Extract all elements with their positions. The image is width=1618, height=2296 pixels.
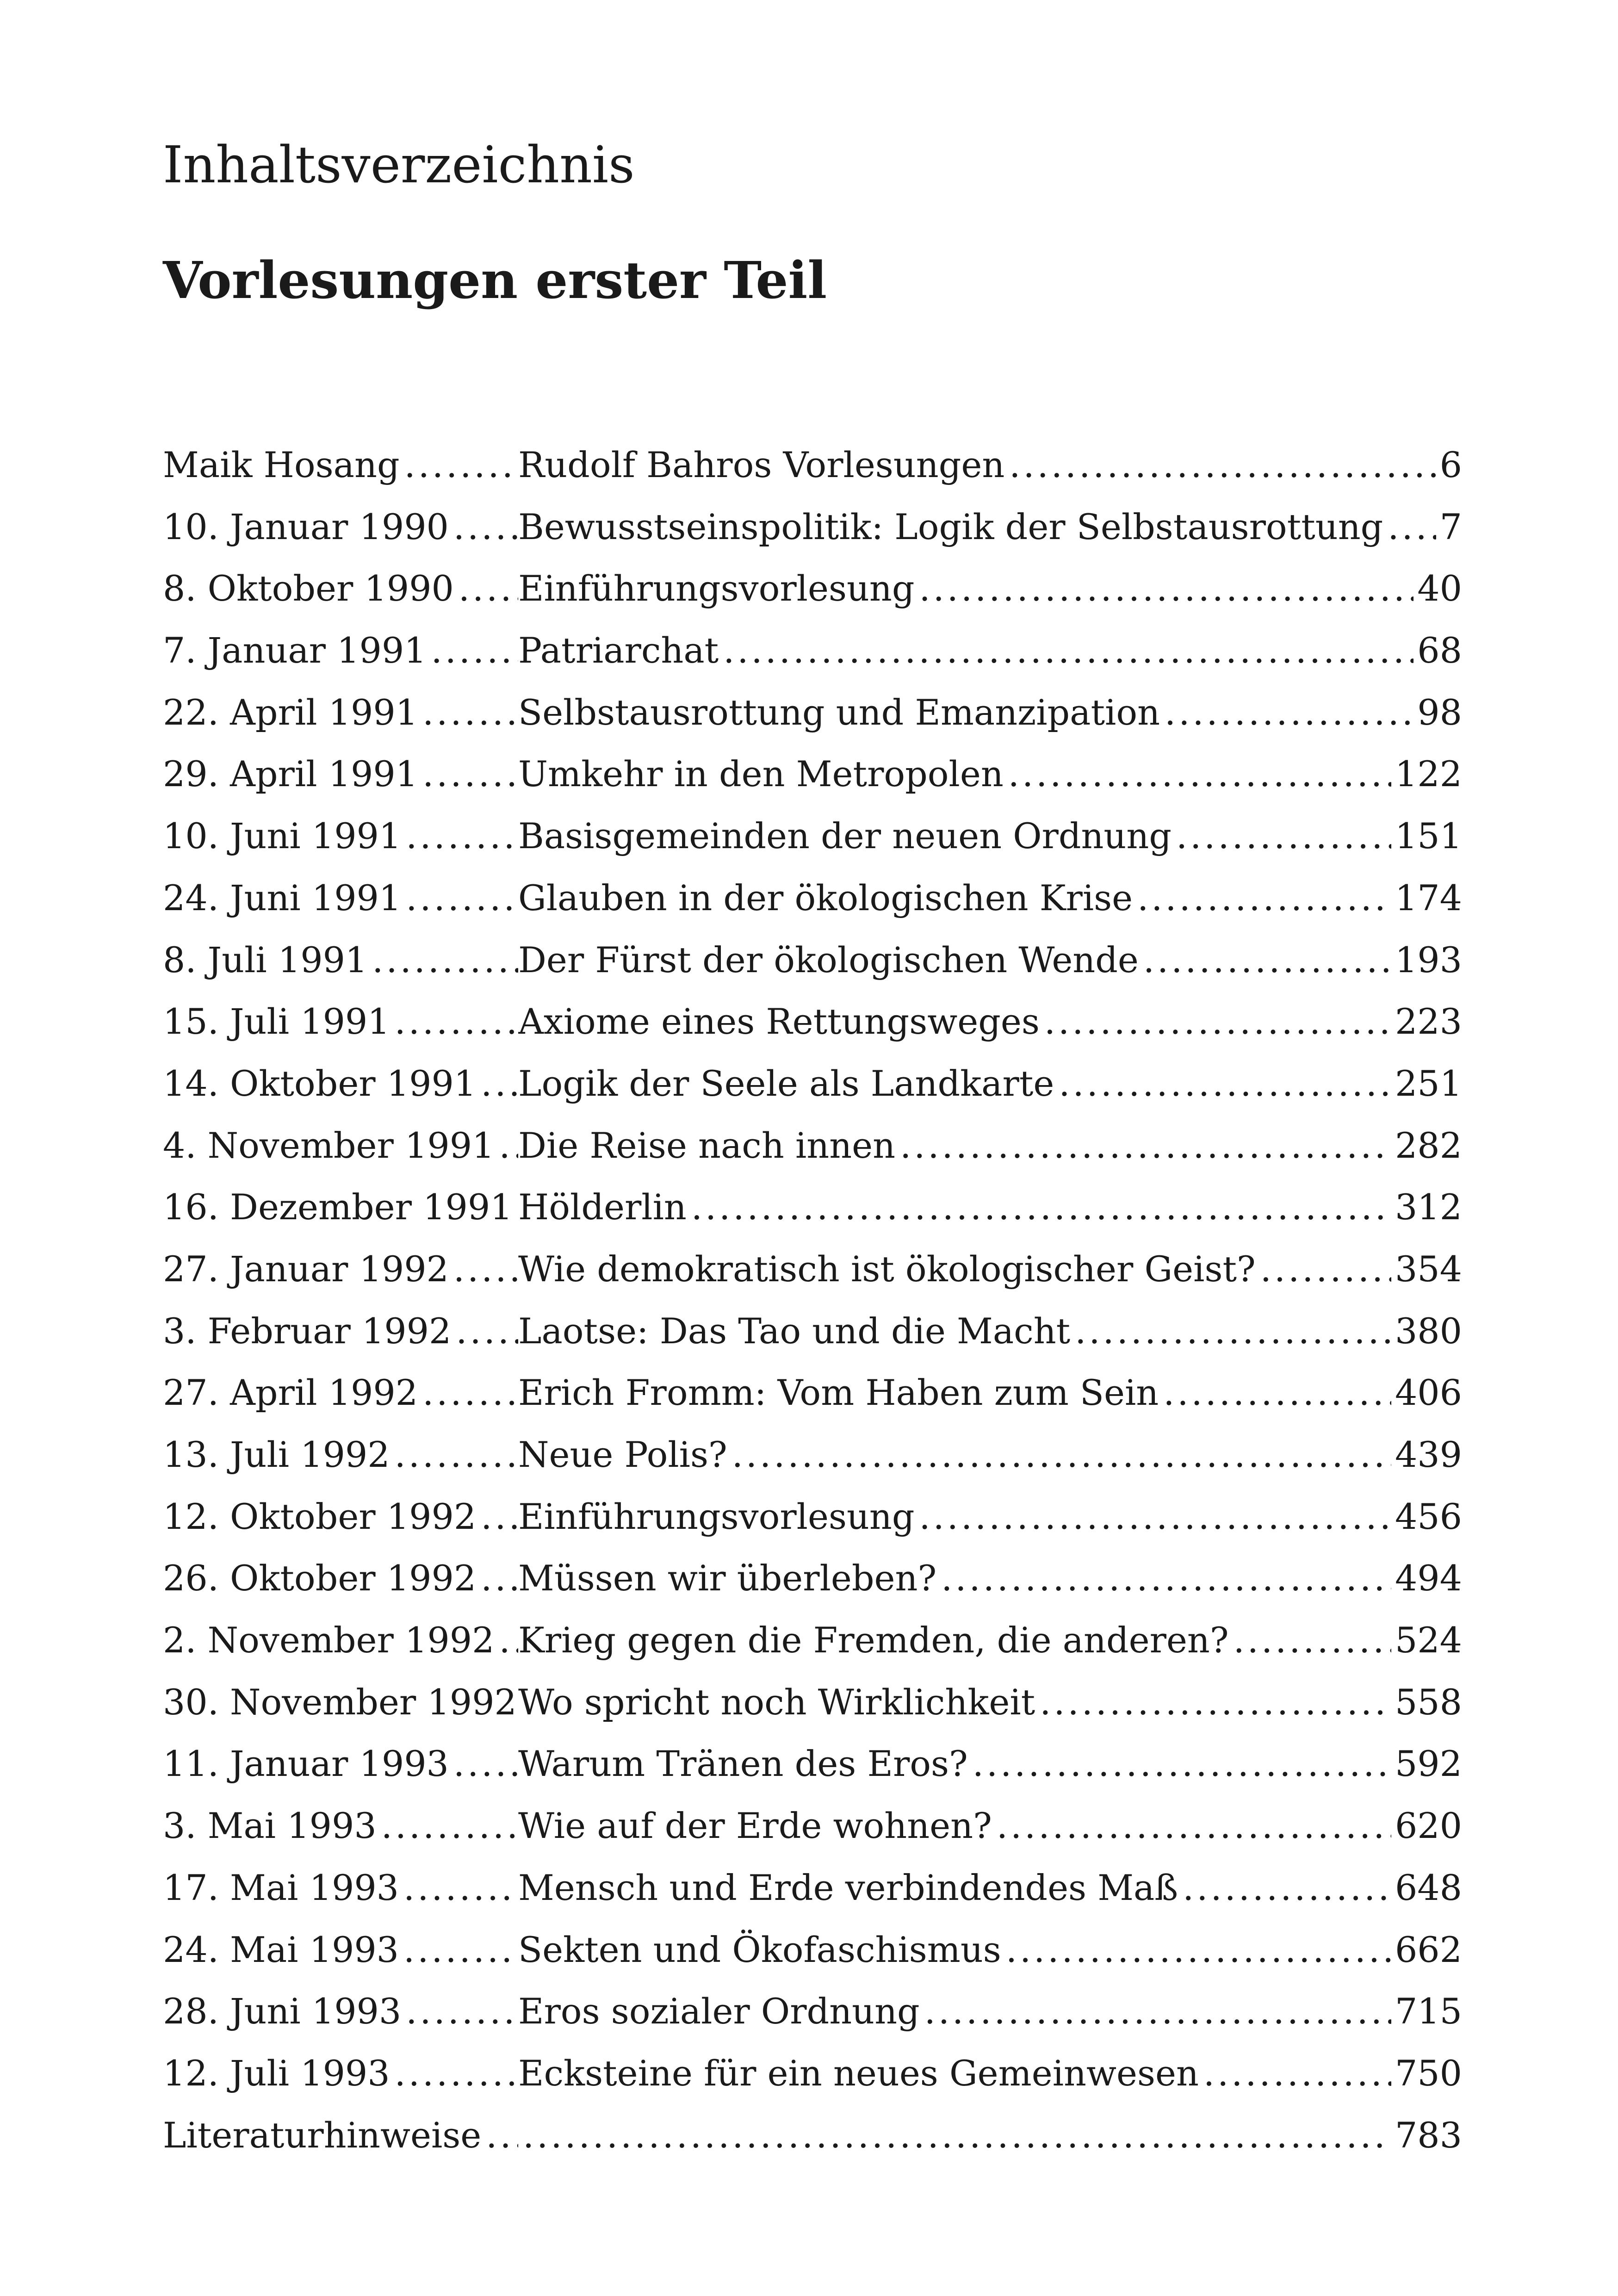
dot-leader: [390, 2053, 518, 2094]
dot-leader: [451, 1310, 518, 1352]
dot-leader: [427, 630, 518, 671]
toc-title: [518, 1805, 1391, 1846]
dot-leader: [936, 1558, 1391, 1599]
toc-entry: [163, 1063, 1462, 1125]
toc-page-number: 439: [1395, 1434, 1462, 1475]
toc-entry: [163, 1991, 1462, 2053]
toc-title-text: Krieg gegen die Fremden, die anderen?: [518, 1620, 1229, 1661]
toc-page-number: 715: [1395, 1991, 1462, 2032]
toc-title-text: Wie auf der Erde wohnen?: [518, 1805, 992, 1847]
toc-date-text: 28. Juni 1993: [163, 1991, 402, 2032]
toc-title-text: Müssen wir überleben?: [518, 1558, 937, 1599]
toc-date: [163, 1620, 518, 1661]
toc-entry: [163, 1929, 1462, 1991]
toc-entry: [163, 1372, 1462, 1434]
dot-leader: [1004, 444, 1436, 485]
toc-title: [518, 1186, 1391, 1228]
dot-leader: [401, 815, 518, 856]
toc-title: [518, 692, 1413, 733]
toc-date: [163, 1496, 518, 1537]
toc-date-text: 24. Mai 1993: [163, 1929, 399, 1970]
dot-leader: [377, 1805, 518, 1846]
toc-date: [163, 1434, 518, 1475]
dot-leader: [727, 1434, 1391, 1475]
toc-title: [518, 1248, 1391, 1290]
toc-entry: [163, 1867, 1462, 1929]
dot-leader: [418, 753, 518, 794]
dot-leader: [1004, 753, 1391, 794]
toc-page-number: 456: [1395, 1496, 1462, 1537]
toc-entry: [163, 1558, 1462, 1620]
toc-date-text: 3. Mai 1993: [163, 1805, 377, 1847]
dot-leader: [1159, 1372, 1391, 1413]
dot-leader: [1172, 815, 1391, 856]
toc-entry: [163, 1620, 1462, 1682]
toc-title: [518, 1929, 1391, 1970]
toc-title: [518, 939, 1391, 980]
toc-page-number: 620: [1395, 1805, 1462, 1847]
toc-title-text: Erich Fromm: Vom Haben zum Sein: [518, 1372, 1159, 1414]
toc-date-text: Literaturhinweise: [163, 2114, 482, 2156]
toc-title: [518, 1063, 1391, 1104]
dot-leader: [494, 1125, 518, 1166]
dot-leader: [476, 1558, 518, 1599]
toc-page-number: 251: [1395, 1062, 1462, 1104]
toc-page-number: 312: [1395, 1186, 1462, 1228]
toc-date-text: 3. Februar 1992: [163, 1310, 452, 1352]
dot-leader: [1160, 692, 1413, 733]
toc-title: [518, 568, 1413, 609]
toc-page-number: 122: [1395, 753, 1462, 795]
section-title: Vorlesungen erster Teil: [163, 250, 827, 310]
dot-leader: [476, 1496, 518, 1537]
dot-leader: [449, 1248, 518, 1290]
toc-date-text: 27. April 1992: [163, 1372, 418, 1414]
toc-date: [163, 753, 518, 794]
toc-page-number: 282: [1395, 1124, 1462, 1166]
toc-title-text: Umkehr in den Metropolen: [518, 753, 1004, 795]
toc-title-text: Der Fürst der ökologischen Wende: [518, 939, 1139, 980]
toc-title-text: Sekten und Ökofaschismus: [518, 1929, 1001, 1970]
toc-title-text: Warum Tränen des Eros?: [518, 1743, 968, 1785]
dot-leader: [476, 1063, 518, 1104]
toc-entry: [163, 1743, 1462, 1805]
toc-date-text: 12. Juli 1993: [163, 2052, 390, 2094]
toc-date-text: 26. Oktober 1992: [163, 1558, 477, 1599]
toc-page-number: 380: [1395, 1310, 1462, 1352]
toc-title-text: Wo spricht noch Wirklichkeit: [518, 1681, 1035, 1723]
toc-title-text: Patriarchat: [518, 630, 719, 671]
toc-date-text: 10. Januar 1990: [163, 506, 449, 547]
dot-leader: [719, 630, 1413, 671]
toc-date: [163, 815, 518, 856]
dot-leader: [454, 568, 518, 609]
toc-title-text: Glauben in der ökologischen Krise: [518, 877, 1133, 918]
toc-date: [163, 1125, 518, 1166]
toc-date: [163, 1372, 518, 1413]
toc-date: [163, 1001, 518, 1042]
toc-date-text: 8. Juli 1991: [163, 939, 368, 980]
toc-date-text: 30. November 1992: [163, 1681, 517, 1723]
toc-entry: [163, 1434, 1462, 1496]
dot-leader: [1040, 1001, 1391, 1042]
dot-leader: [449, 1743, 518, 1784]
toc-date-text: 10. Juni 1991: [163, 815, 402, 857]
toc-date: [163, 506, 518, 547]
dot-leader: [1070, 1310, 1391, 1352]
toc-entry: [163, 1310, 1462, 1372]
dot-leader: [481, 2115, 518, 2156]
toc-date: [163, 1248, 518, 1290]
toc-title-text: Neue Polis?: [518, 1434, 727, 1475]
dot-leader: [1001, 1929, 1391, 1970]
dot-leader: [1054, 1063, 1391, 1104]
toc-list: [163, 444, 1462, 2176]
toc-date-text: 14. Oktober 1991: [163, 1062, 477, 1104]
toc-date-text: 17. Mai 1993: [163, 1867, 399, 1908]
toc-title: [518, 877, 1391, 918]
toc-title: [518, 1620, 1391, 1661]
toc-date: [163, 2053, 518, 2094]
dot-leader: [399, 1867, 518, 1908]
toc-page-number: 524: [1395, 1620, 1462, 1661]
toc-title-text: Eros sozialer Ordnung: [518, 1991, 920, 2032]
toc-title: [518, 1372, 1391, 1413]
toc-date: [163, 1682, 518, 1723]
toc-date: [163, 1743, 518, 1784]
dot-leader: [418, 1372, 518, 1413]
toc-title-text: Logik der Seele als Landkarte: [518, 1062, 1054, 1104]
dot-leader: [390, 1434, 518, 1475]
toc-page-number: 223: [1395, 1001, 1462, 1043]
toc-page-number: 174: [1395, 877, 1462, 918]
toc-page-number: 662: [1395, 1929, 1462, 1970]
toc-date-text: Maik Hosang: [163, 444, 400, 485]
toc-date: [163, 939, 518, 980]
toc-title: [518, 1001, 1391, 1042]
toc-date-text: 15. Juli 1991: [163, 1001, 390, 1043]
dot-leader: [920, 1991, 1391, 2032]
toc-title-text: Bewusstseinspolitik: Logik der Selbstausrottung: [518, 506, 1383, 547]
toc-title: [518, 815, 1391, 856]
toc-entry: [163, 1001, 1462, 1063]
toc-title: [518, 2115, 1391, 2156]
dot-leader: [518, 2115, 1391, 2156]
toc-date: [163, 1867, 518, 1908]
toc-title: [518, 753, 1391, 794]
toc-date: [163, 1186, 518, 1228]
toc-date-text: 27. Januar 1992: [163, 1248, 449, 1290]
toc-title: [518, 1310, 1391, 1352]
toc-title-text: Laotse: Das Tao und die Macht: [518, 1310, 1071, 1352]
toc-entry: [163, 2115, 1462, 2177]
toc-entry: [163, 815, 1462, 877]
dot-leader: [400, 444, 518, 485]
toc-date: [163, 1063, 518, 1104]
toc-date: [163, 630, 518, 671]
toc-entry: [163, 1248, 1462, 1310]
toc-page-number: 40: [1417, 568, 1462, 609]
toc-date: [163, 444, 518, 485]
toc-title-text: Selbstausrottung und Emanzipation: [518, 691, 1160, 733]
toc-title-text: Die Reise nach innen: [518, 1124, 896, 1166]
toc-page-number: 648: [1395, 1867, 1462, 1908]
toc-title-text: Rudolf Bahros Vorlesungen: [518, 444, 1005, 485]
dot-leader: [449, 506, 518, 547]
toc-date-text: 22. April 1991: [163, 691, 418, 733]
toc-title: [518, 1558, 1391, 1599]
toc-date: [163, 568, 518, 609]
toc-date: [163, 1310, 518, 1352]
toc-date: [163, 2115, 518, 2156]
toc-title-text: Wie demokratisch ist ökologischer Geist?: [518, 1248, 1256, 1290]
toc-entry: [163, 753, 1462, 815]
dot-leader: [687, 1186, 1391, 1228]
dot-leader: [1178, 1867, 1391, 1908]
toc-entry: [163, 506, 1462, 568]
toc-title: [518, 1743, 1391, 1784]
dot-leader: [367, 939, 518, 980]
toc-entry: [163, 1186, 1462, 1248]
toc-date-text: 16. Dezember 1991: [163, 1186, 513, 1228]
toc-date: [163, 877, 518, 918]
toc-page-number: 406: [1395, 1372, 1462, 1414]
toc-page-number: 558: [1395, 1681, 1462, 1723]
toc-title-text: Einführungsvorlesung: [518, 1496, 915, 1537]
toc-date-text: 29. April 1991: [163, 753, 418, 795]
dot-leader: [418, 692, 518, 733]
toc-page-number: 151: [1395, 815, 1462, 857]
toc-date-text: 24. Juni 1991: [163, 877, 402, 918]
toc-date-text: 2. November 1992: [163, 1620, 495, 1661]
toc-date-text: 12. Oktober 1992: [163, 1496, 477, 1537]
toc-date: [163, 1929, 518, 1970]
dot-leader: [1139, 939, 1391, 980]
dot-leader: [968, 1743, 1391, 1784]
dot-leader: [1229, 1620, 1391, 1661]
toc-entry: [163, 877, 1462, 939]
toc-title-text: Ecksteine für ein neues Gemeinwesen: [518, 2052, 1199, 2094]
toc-date: [163, 1991, 518, 2032]
dot-leader: [992, 1805, 1391, 1846]
dot-leader: [895, 1125, 1391, 1166]
toc-entry: [163, 568, 1462, 630]
toc-page-number: 193: [1395, 939, 1462, 980]
toc-title: [518, 506, 1436, 547]
toc-entry: [163, 2053, 1462, 2115]
toc-title-text: Basisgemeinden der neuen Ordnung: [518, 815, 1172, 857]
dot-leader: [401, 1991, 518, 2032]
toc-title: [518, 630, 1413, 671]
toc-page-number: 783: [1395, 2114, 1462, 2156]
toc-page-number: 6: [1439, 444, 1462, 485]
toc-page-number: 98: [1417, 691, 1462, 733]
toc-date: [163, 692, 518, 733]
toc-title-text: Einführungsvorlesung: [518, 568, 915, 609]
toc-title: [518, 1434, 1391, 1475]
toc-title: [518, 1496, 1391, 1537]
toc-page-number: 750: [1395, 2052, 1462, 2094]
toc-page-number: 592: [1395, 1743, 1462, 1785]
toc-title: [518, 1125, 1391, 1166]
toc-page-number: 7: [1439, 506, 1462, 547]
toc-date: [163, 1805, 518, 1846]
toc-entry: [163, 1496, 1462, 1558]
dot-leader: [1035, 1682, 1391, 1723]
toc-entry: [163, 692, 1462, 754]
toc-title: [518, 2053, 1391, 2094]
toc-date-text: 4. November 1991: [163, 1124, 495, 1166]
dot-leader: [401, 877, 518, 918]
toc-date-text: 8. Oktober 1990: [163, 568, 454, 609]
toc-page-number: 494: [1395, 1558, 1462, 1599]
toc-entry: [163, 1125, 1462, 1187]
dot-leader: [513, 1186, 518, 1228]
dot-leader: [1383, 506, 1436, 547]
toc-page-number: 354: [1395, 1248, 1462, 1290]
toc-date-text: 11. Januar 1993: [163, 1743, 449, 1785]
dot-leader: [1133, 877, 1391, 918]
dot-leader: [390, 1001, 518, 1042]
toc-date-text: 7. Januar 1991: [163, 630, 427, 671]
toc-title: [518, 1682, 1391, 1723]
toc-title: [518, 1991, 1391, 2032]
toc-entry: [163, 630, 1462, 692]
toc-entry: [163, 1682, 1462, 1744]
toc-title-text: Axiome eines Rettungsweges: [518, 1001, 1040, 1043]
toc-date: [163, 1558, 518, 1599]
dot-leader: [399, 1929, 518, 1970]
toc-page-number: 68: [1417, 630, 1462, 671]
dot-leader: [914, 568, 1413, 609]
toc-title-text: Mensch und Erde verbindendes Maß: [518, 1867, 1178, 1908]
toc-title: [518, 1867, 1391, 1908]
dot-leader: [1199, 2053, 1391, 2094]
toc-entry: [163, 1805, 1462, 1867]
dot-leader: [494, 1620, 518, 1661]
toc-title: [518, 444, 1436, 485]
toc-entry: [163, 939, 1462, 1001]
toc-title-text: Hölderlin: [518, 1186, 687, 1228]
dot-leader: [1256, 1248, 1391, 1290]
dot-leader: [914, 1496, 1391, 1537]
toc-entry: [163, 444, 1462, 506]
toc-date-text: 13. Juli 1992: [163, 1434, 390, 1475]
toc-heading: Inhaltsverzeichnis: [163, 135, 635, 194]
